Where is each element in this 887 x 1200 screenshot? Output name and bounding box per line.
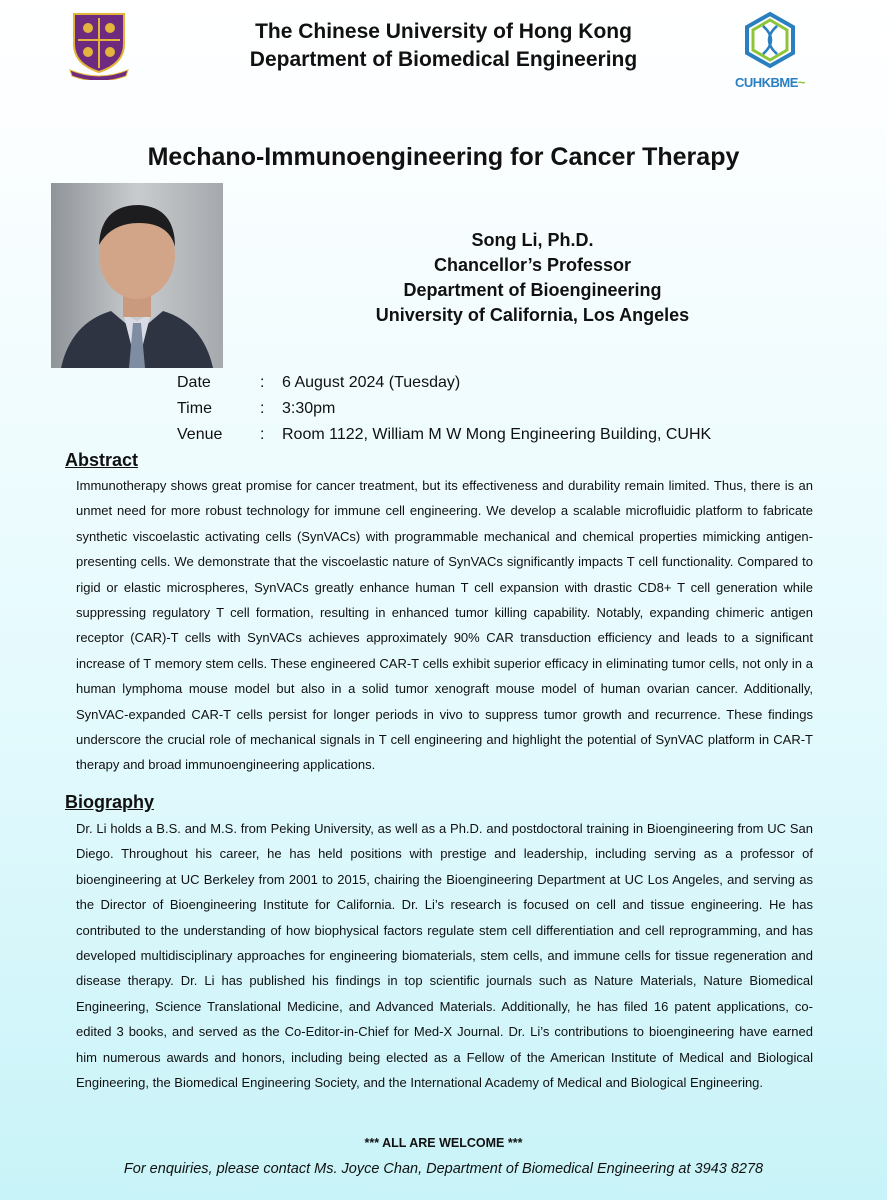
- speaker-info: [340, 228, 725, 328]
- cuhkbme-logo: CUHKBME~: [727, 10, 813, 90]
- detail-row-time: Time : 3:30pm: [177, 396, 711, 422]
- detail-label: Time: [177, 400, 212, 417]
- cuhkbme-logo-text: CUHKBME: [734, 75, 798, 90]
- header-titles: [200, 18, 687, 74]
- event-details: [177, 370, 711, 448]
- speaker-institution: University of California, Los Angeles: [375, 305, 690, 325]
- enquiry-contact: For enquiries, please contact Ms. Joyce Chan, Department of Biomedical Engineering at 3943 8278: [123, 1161, 764, 1177]
- detail-label: Venue: [177, 426, 223, 443]
- speaker-photo: [51, 183, 223, 368]
- detail-row-date: Date : 6 August 2024 (Tuesday): [177, 370, 711, 396]
- detail-value: 6 August 2024 (Tuesday): [282, 374, 461, 391]
- abstract-heading: Abstract: [65, 450, 139, 470]
- biography-heading: Biography: [65, 792, 155, 812]
- university-name: The Chinese University of Hong Kong: [255, 20, 632, 43]
- abstract-text: Immunotherapy shows great promise for cancer treatment, but its effectiveness and durability remain limited. Thus, there is an unmet need for more robust technology for immune cell engineering. We develop a scalable microfluidic platform to fabricate synthetic viscoelastic activating cells (SynVACs) with programmable mechanical and chemical properties mimicking antigen-presenting cells. We demonstrate that the viscoelastic nature of SynVACs significantly impacts T cell functionality. Compared to rigid or elastic microspheres, SynVACs greatly enhance human T cell expansion with drastic CD8+ T cell generation while suppressing regulatory T cell formation, resulting in enhanced tumor killing capability. Notably, expanding chimeric antigen receptor (CAR)-T cells with SynVACs achieves approximately 90% CAR transduction efficiency and leads to a significant increase of T memory stem cells. These engineered CAR-T cells exhibit superior efficacy in eliminating tumor cells, not only in a human lymphoma mouse model but also in a solid tumor xenograft mouse model of human ovarian cancer. Additionally, SynVAC-expanded CAR-T cells persist for longer periods in vivo to suppress tumor growth and recurrence. These findings underscore the crucial role of mechanical signals in T cell engineering and highlight the potential of SynVAC platform in CAR-T therapy and broad immunoengineering applications.: [76, 478, 813, 773]
- detail-row-venue: Venue : Room 1122, William M W Mong Engineering Building, CUHK: [177, 422, 711, 448]
- speaker-name: Song Li, Ph.D.: [471, 230, 594, 250]
- biography-text: Dr. Li holds a B.S. and M.S. from Peking University, as well as a Ph.D. and postdoctoral training in Bioengineering from UC San Diego. Throughout his career, he has held positions with prestige and leadership, including serving as a professor of bioengineering at UC Berkeley from 2001 to 2015, chairing the Bioengineering Department at UC Los Angeles, and serving as the Director of Bioengineering Institute for California. Dr. Li’s research is focused on cell and tissue engineering. He has contributed to the understanding of how biophysical factors regulate stem cell differentiation and cell reprogramming, and has developed multidisciplinary approaches for engineering biomaterials, stem cells, and immune cells for tissue regeneration and disease therapy. Dr. Li has published his findings in top scientific journals such as Nature Materials, Nature Biomedical Engineering, Science Translational Medicine, and Advanced Materials. Additionally, he has filed 16 patent applications, co-edited 3 books, and served as the Co-Editor-in-Chief for Med-X Journal. Dr. Li’s contributions to bioengineering have earned him numerous awards and honors, including being elected as a Fellow of the American Institute of Medical and Biological Engineering, the Biomedical Engineering Society, and the International Academy of Medical and Biological Engineering.: [76, 821, 813, 1091]
- cuhk-crest-logo: [68, 10, 130, 80]
- seminar-title: Mechano-Immunoengineering for Cancer Therapy: [147, 143, 740, 171]
- speaker-department: Department of Bioengineering: [403, 280, 662, 300]
- welcome-note: *** ALL ARE WELCOME ***: [364, 1136, 523, 1150]
- speaker-position: Chancellor’s Professor: [433, 255, 632, 275]
- detail-label: Date: [177, 374, 211, 391]
- department-name: Department of Biomedical Engineering: [249, 48, 638, 71]
- detail-value: 3:30pm: [282, 400, 336, 417]
- detail-value: Room 1122, William M W Mong Engineering Building, CUHK: [282, 426, 712, 443]
